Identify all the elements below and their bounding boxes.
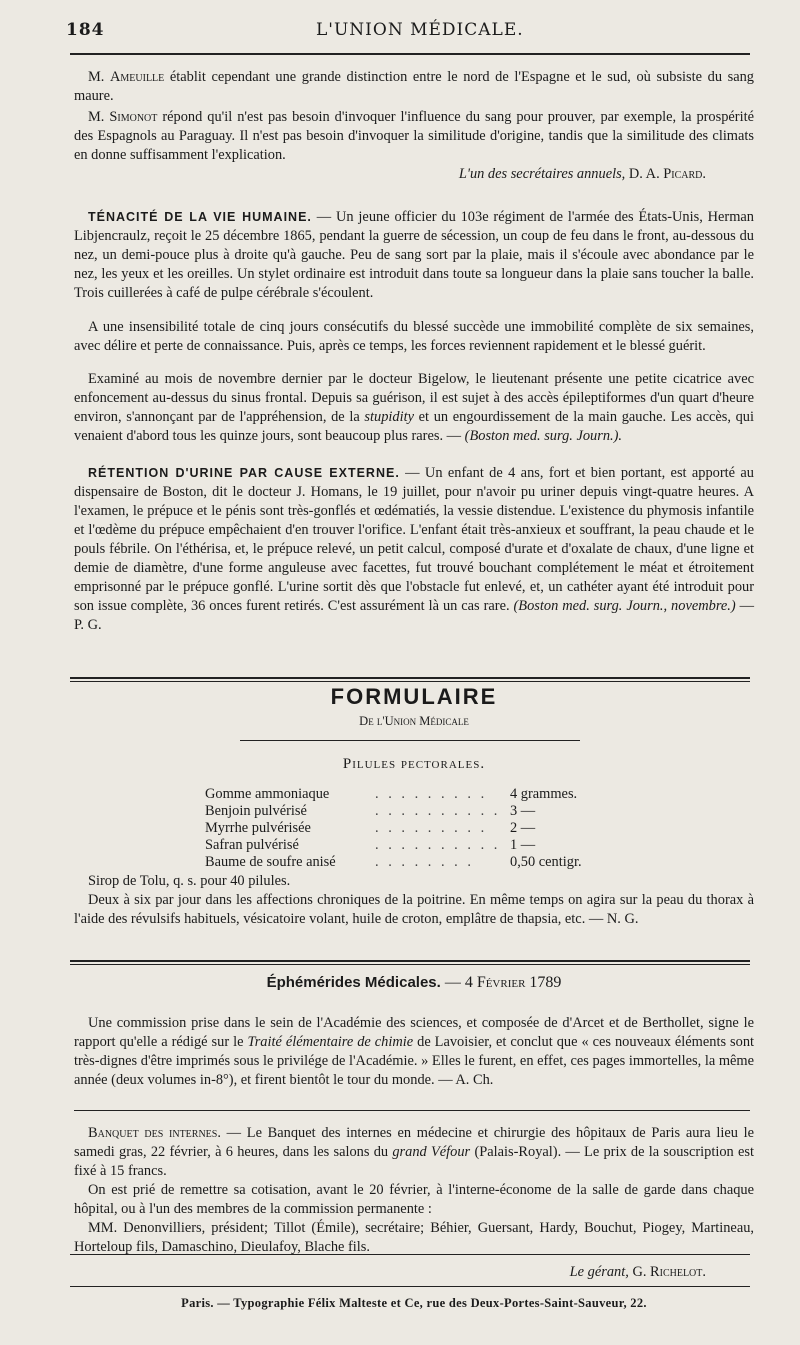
source-citation: (Boston med. surg. Journ.). bbox=[464, 428, 623, 444]
ingredient-name: Myrrhe pulvérisée bbox=[205, 820, 311, 836]
section-rule-top bbox=[70, 960, 750, 962]
ephemerides-paragraph bbox=[74, 1014, 754, 1090]
ephemerides-date: — 4 Février 1789 bbox=[444, 974, 562, 991]
italic-term: stupidity bbox=[364, 409, 414, 425]
article-headword: TÉNACITÉ DE LA VIE HUMAINE. bbox=[88, 210, 312, 224]
page-number: 184 bbox=[66, 20, 105, 40]
ingredient-row bbox=[205, 803, 605, 820]
section-rule-top bbox=[70, 677, 750, 679]
signature-role: L'un des secrétaires annuels, bbox=[458, 166, 626, 182]
formulaire-rule bbox=[240, 740, 580, 741]
signature-name: D. A. Picard. bbox=[628, 166, 706, 182]
paragraph-text: répond qu'il n'est pas besoin d'invoquer l'influence du sang pour prouver, par exemple, la prospérité des Espagnols au Paraguay. Il n'est pas besoin d'invoquer la similitude d'origine, tandis que la similitude des climats en donne suffisamment l'explication. bbox=[74, 109, 754, 163]
paragraph-text: — Un enfant de 4 ans, fort et bien portant, est apporté au dispensaire de Boston, dit le docteur J. Homans, le 19 juillet, pour n'avoir pu uriner depuis vingt-quatre heures. A l'examen, le prépuce et le pénis sont très-gonflés et œdématiés, la vessie distendue. L'existence du phymosis infantile et l'œdème du prépuce empêchaient d'en trouver l'orifice. L'enfant était très-anxieux et souffrant, la peau chaude et le pouls fébrile. On l'éthérisa, et, le prépuce relevé, un petit calcul, composé d'urate et d'oxalate de chaux, d'une ligne et demie de diamètre, d'une forme anguleuse avec facettes, fut trouvé bouchant complétement le méat et étroitement emprisonné par le prépuce gonflé. L'urine sortit dès que l'obstacle fut enlevé, et, un cathéter ayant été introduit pour son issue complète, 36 onces furent retirés. C'est assurément là un cas rare. bbox=[74, 465, 754, 614]
italic-venue: grand Véfour bbox=[392, 1144, 471, 1160]
article-tenacite-p2 bbox=[74, 318, 754, 356]
section-rule bbox=[74, 1110, 750, 1111]
banquet-paragraph-3: MM. Denonvilliers, président; Tillot (Émile), secrétaire; Béhier, Guersant, Hardy, Bouchut, Piogey, Martineau, Horteloup fils, Damaschino, Dieulafoy, Blache fils. bbox=[74, 1220, 754, 1255]
gerant-signature bbox=[74, 1264, 706, 1281]
leader-dots: . . . . . . . . . . bbox=[375, 803, 501, 819]
article-retention bbox=[74, 464, 754, 635]
ephemerides-title bbox=[74, 974, 754, 992]
paragraph-text: et un engourdissement de la main gauche. Les accès, qui venaient d'abord tous les quinze jours, sont beaucoup plus rares. — bbox=[74, 409, 754, 444]
leader-dots: . . . . . . . . bbox=[375, 854, 474, 870]
paragraph-text: — Un jeune officier du 103e régiment de l'armée des États-Unis, Herman Libjencraulz, reçoit le 25 décembre 1865, pendant la guerre de sécession, un coup de feu dans le front, au-dessous du nez, un demi-pouce plus à droite qu'à gauche. Peu de sang sort par la plaie, mais il s'écoule avec abondance par le nez, les yeux et les oreilles. Un stylet ordinaire est introduit dans toute sa longueur dans la plaie sans toucher la balle. Trois cuillerées à café de pulpe cérébrale s'écoulent. bbox=[74, 209, 754, 301]
paragraph-text: (Palais-Royal). — Le prix de la souscription est fixé à 15 francs. bbox=[74, 1144, 754, 1179]
ingredient-row bbox=[205, 820, 605, 837]
recipe-title: Pilules pectorales. bbox=[342, 756, 486, 772]
ingredient-quantity: 4 grammes. bbox=[510, 786, 578, 802]
paragraph-text: Une commission prise dans le sein de l'Académie des sciences, et composée de d'Arcet et de Berthollet, signe le rapport qu'elle a rédigé sur le bbox=[74, 1015, 754, 1050]
source-citation: (Boston med. surg. Journ., novembre.) bbox=[513, 598, 736, 614]
leader-dots: . . . . . . . . . bbox=[375, 786, 488, 802]
paragraph-text: de Lavoisier, et conclut que « ces nouveaux éléments sont très-dignes d'être imprimés sous le privilége de l'Académie. » Elles le furent, en effet, ces pages immortelles, la même année (deux volumes in-8°), et firent bientôt le tour du monde. — A. Ch. bbox=[74, 1034, 755, 1088]
article-tenacite-p1 bbox=[74, 208, 754, 303]
section-rule-bottom bbox=[70, 681, 750, 682]
speaker-name: Simonot bbox=[109, 109, 158, 125]
speaker-name: Ameuille bbox=[110, 69, 165, 85]
leader-dots: . . . . . . . . . bbox=[375, 820, 488, 836]
article-tenacite-p3 bbox=[74, 370, 754, 446]
ingredient-row bbox=[205, 786, 605, 803]
italic-title: Traité élémentaire de chimie bbox=[247, 1034, 414, 1050]
ingredient-quantity: 3 — bbox=[510, 803, 536, 819]
recipe-usage: Deux à six par jour dans les affections chroniques de la poitrine. En même temps on agira sur la peau du thorax à l'aide des révulsifs habituels, vésicatoire volant, huile de croton, emplâtre de thapsia, etc. — N. G. bbox=[74, 892, 754, 927]
paragraph-text: A une insensibilité totale de cinq jours consécutifs du blessé succède une immobilité complète de six semaines, avec délire et perte de connaissance. Puis, après ce temps, les forces reviennent rapidement et le blessé guérit. bbox=[74, 319, 754, 354]
gerant-name: G. Richelot. bbox=[632, 1264, 706, 1280]
running-title: L'UNION MÉDICALE. bbox=[316, 20, 524, 40]
intro-signature bbox=[74, 165, 706, 184]
recipe-sirop: Sirop de Tolu, q. s. pour 40 pilules. bbox=[88, 873, 291, 889]
formulaire-subtitle: De l'Union Médicale bbox=[359, 714, 469, 728]
gerant-label: Le gérant, bbox=[569, 1264, 629, 1280]
ingredient-quantity: 0,50 centigr. bbox=[510, 854, 582, 870]
header-rule bbox=[70, 53, 750, 55]
ingredient-row bbox=[205, 854, 605, 871]
formulaire-title: FORMULAIRE bbox=[330, 684, 498, 709]
ingredient-name: Benjoin pulvérisé bbox=[205, 803, 307, 819]
ingredient-quantity: 1 — bbox=[510, 837, 536, 853]
intro-paragraph-simonot: M. Simonot répond qu'il n'est pas besoin d'invoquer l'influence du sang pour prouver, par exemple, la prospérité des Espagnols au Paraguay. Il n'est pas besoin d'invoquer la similitude d'origine, tandis que la similitude des climats en donne suffisamment l'explication. bbox=[74, 109, 754, 163]
paragraph-text: — Le Banquet des internes en médecine et chirurgie des hôpitaux de Paris aura lieu le samedi gras, 22 février, à 6 heures, dans les salons du bbox=[74, 1125, 755, 1160]
ingredients-list bbox=[205, 786, 605, 871]
page-header bbox=[66, 20, 756, 46]
ephemerides-heading: Éphémérides Médicales. bbox=[266, 974, 441, 991]
ingredient-quantity: 2 — bbox=[510, 820, 536, 836]
ingredient-name: Gomme ammoniaque bbox=[205, 786, 330, 802]
footer-rule bbox=[70, 1254, 750, 1255]
leader-dots: . . . . . . . . . . bbox=[375, 837, 501, 853]
footer-rule-2 bbox=[70, 1286, 750, 1287]
article-signature: — P. G. bbox=[74, 598, 755, 633]
article-headword: RÉTENTION D'URINE PAR CAUSE EXTERNE. bbox=[88, 466, 400, 480]
printer-imprint: Paris. — Typographie Félix Malteste et Ce, rue des Deux-Portes-Saint-Sauveur, 22. bbox=[181, 1296, 647, 1310]
paragraph-text: établit cependant une grande distinction entre le nord de l'Espagne et le sud, où subsiste du sang maure. bbox=[74, 69, 754, 104]
ingredient-row bbox=[205, 837, 605, 854]
ingredient-name: Baume de soufre anisé bbox=[205, 854, 336, 870]
intro-paragraph-ameuille: M. Ameuille établit cependant une grande distinction entre le nord de l'Espagne et le sud, où subsiste du sang maure. bbox=[74, 69, 754, 104]
banquet-paragraph-2: On est prié de remettre sa cotisation, avant le 20 février, à l'interne-économe de la salle de garde dans chaque hôpital, ou à l'un des membres de la commission permanente : bbox=[74, 1182, 754, 1217]
article-headword: Banquet des internes. bbox=[88, 1125, 221, 1141]
ingredient-name: Safran pulvérisé bbox=[205, 837, 299, 853]
banquet-paragraph-1 bbox=[74, 1124, 754, 1181]
section-rule-bottom bbox=[70, 964, 750, 965]
paragraph-text: Examiné au mois de novembre dernier par le docteur Bigelow, le lieutenant présente une petite cicatrice avec enfoncement au-dessus du sinus frontal. Depuis sa guérison, il est sujet à des accès épileptiformes d'un quart d'heure environ, s'annonçant par de l'appréhension, de la bbox=[74, 371, 754, 425]
